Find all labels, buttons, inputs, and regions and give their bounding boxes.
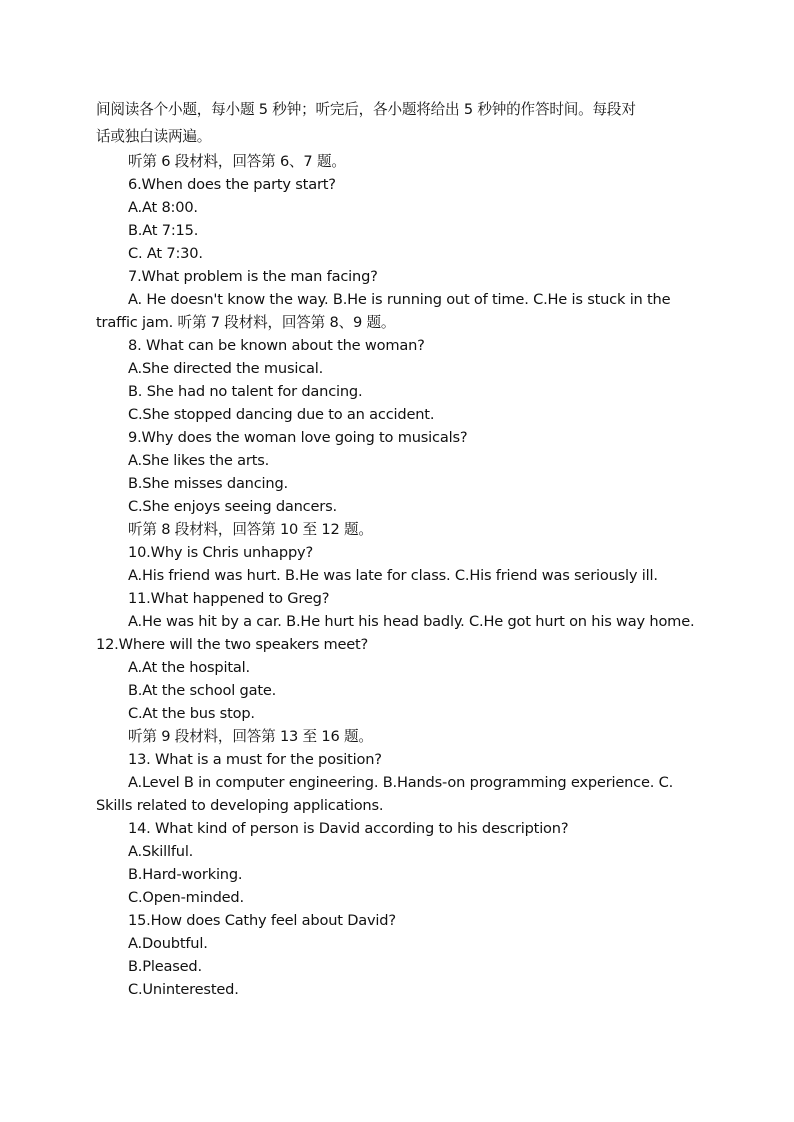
- question-9: 9.Why does the woman love going to musicals?: [128, 429, 468, 446]
- question-8-option-a: A.She directed the musical.: [128, 360, 324, 377]
- question-8: 8. What can be known about the woman?: [128, 337, 425, 354]
- intro-line-2: 话或独白读两遍。: [96, 128, 212, 145]
- question-10: 10.Why is Chris unhappy?: [128, 544, 313, 561]
- section-6-heading: 听第 6 段材料，回答第 6、7 题。: [128, 153, 346, 170]
- question-6-option-c: C. At 7:30.: [128, 245, 203, 262]
- question-12-option-b: B.At the school gate.: [128, 682, 277, 699]
- question-9-option-b: B.She misses dancing.: [128, 475, 288, 492]
- question-9-option-a: A.She likes the arts.: [128, 452, 270, 469]
- question-12-option-a: A.At the hospital.: [128, 659, 250, 676]
- question-15-option-b: B.Pleased.: [128, 958, 202, 975]
- section-8-heading: 听第 8 段材料，回答第 10 至 12 题。: [128, 521, 373, 538]
- question-9-option-c: C.She enjoys seeing dancers.: [128, 498, 337, 515]
- question-8-option-c: C.She stopped dancing due to an accident.: [128, 406, 435, 423]
- question-6-option-b: B.At 7:15.: [128, 222, 199, 239]
- question-14-option-b: B.Hard-working.: [128, 866, 243, 883]
- document-page: [96, 96, 700, 1001]
- question-15-option-c: C.Uninterested.: [128, 981, 239, 998]
- question-12: 12.Where will the two speakers meet?: [96, 636, 369, 653]
- question-13-options-line-1: A.Level B in computer engineering. B.Hands-on programming experience. C.: [128, 774, 674, 791]
- question-13-options-line-2: Skills related to developing applications.: [96, 797, 384, 814]
- question-15: 15.How does Cathy feel about David?: [128, 912, 396, 929]
- section-9-heading: 听第 9 段材料，回答第 13 至 16 题。: [128, 728, 373, 745]
- question-11: 11.What happened to Greg?: [128, 590, 330, 607]
- question-14: 14. What kind of person is David according to his description?: [128, 820, 569, 837]
- question-11-options: A.He was hit by a car. B.He hurt his head badly. C.He got hurt on his way home.: [128, 613, 695, 630]
- question-6-option-a: A.At 8:00.: [128, 199, 198, 216]
- question-14-option-c: C.Open-minded.: [128, 889, 244, 906]
- question-10-options: A.His friend was hurt. B.He was late for class. C.His friend was seriously ill.: [128, 567, 658, 584]
- question-14-option-a: A.Skillful.: [128, 843, 194, 860]
- question-8-option-b: B. She had no talent for dancing.: [128, 383, 363, 400]
- question-13: 13. What is a must for the position?: [128, 751, 382, 768]
- question-7-options-line-1: A. He doesn't know the way. B.He is running out of time. C.He is stuck in the: [128, 291, 671, 308]
- question-12-option-c: C.At the bus stop.: [128, 705, 255, 722]
- question-7: 7.What problem is the man facing?: [128, 268, 378, 285]
- question-7-options-line-2: traffic jam. 听第 7 段材料，回答第 8、9 题。: [96, 314, 396, 331]
- intro-line-1: 间阅读各个小题，每小题 5 秒钟；听完后，各小题将给出 5 秒钟的作答时间。每段对: [96, 101, 636, 118]
- question-6: 6.When does the party start?: [128, 176, 336, 193]
- question-15-option-a: A.Doubtful.: [128, 935, 208, 952]
